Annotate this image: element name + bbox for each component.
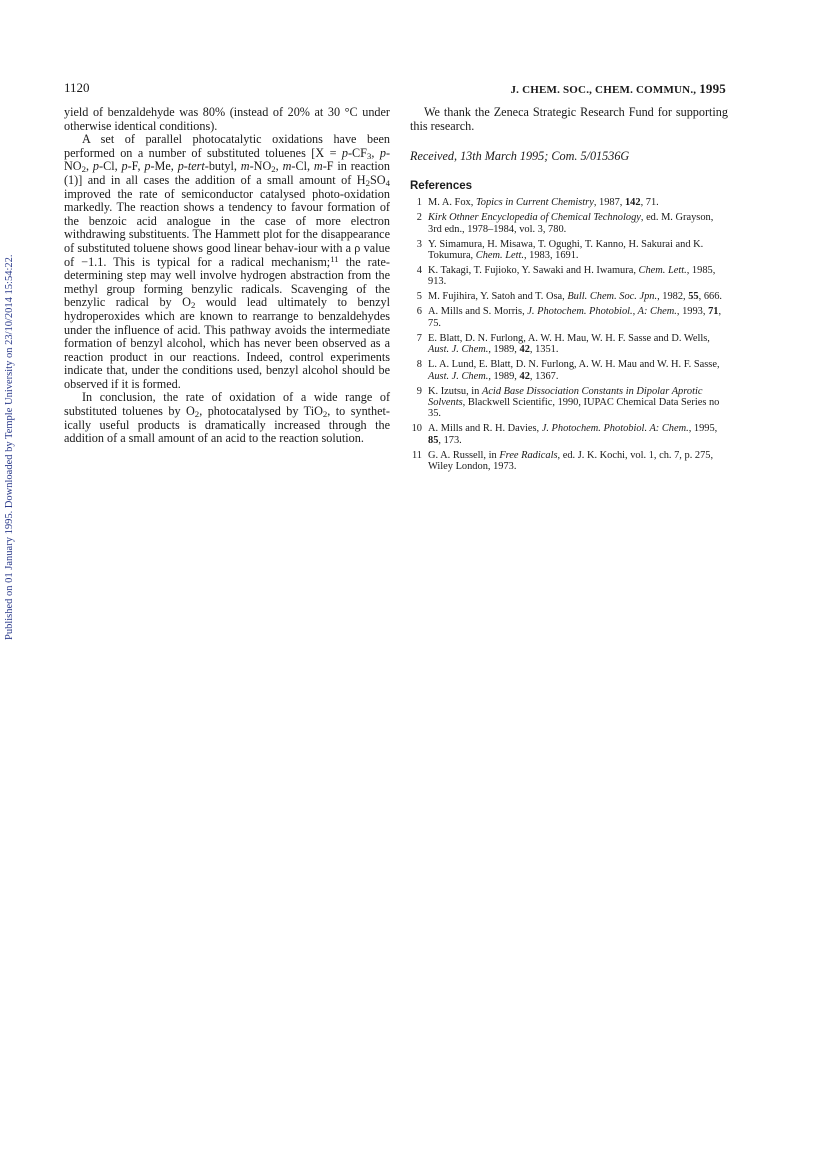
journal-year: 1995: [699, 81, 726, 96]
right-column: [410, 106, 728, 476]
body-paragraph: In conclusion, the rate of oxidation of a wide range of substituted toluenes by $O_2$, photocatalysed by TiO$_2$, to synthet-ically useful products is dramatically increased through the addition of a small amount of an acid to the reaction solution.: [64, 390, 390, 446]
reference-item: [410, 333, 728, 356]
reference-item: [410, 197, 728, 208]
reference-item: [410, 239, 728, 262]
reference-text: M. Fujihira, Y. Satoh and T. Osa, Bull. Chem. Soc. Jpn., 1982, 55, 666.: [428, 291, 723, 303]
reference-text: K. Takagi, T. Fujioko, Y. Sawaki and H. Iwamura, Chem. Lett., 1985, 913.: [428, 265, 716, 288]
journal-title: J. CHEM. SOC., CHEM. COMMUN.,: [510, 84, 697, 96]
reference-item: [410, 386, 728, 420]
reference-number: 11: [411, 449, 422, 461]
body-paragraph: yield of benzaldehyde was 80% (instead of 20% at 30 °C under otherwise identical conditions).: [64, 105, 390, 133]
reference-number: 8: [416, 359, 422, 371]
reference-number: 7: [416, 332, 422, 344]
reference-item: [410, 212, 728, 235]
reference-text: Y. Simamura, H. Misawa, T. Ogughi, T. Kanno, H. Sakurai and K. Tokumura, Chem. Lett., 1983, 1691.: [428, 238, 704, 261]
reference-item: [410, 359, 728, 382]
reference-item: [410, 265, 728, 288]
reference-item: [410, 291, 728, 302]
reference-number: 1: [416, 197, 422, 209]
download-stamp: Published on 01 January 1995. Downloaded by Temple University on 23/10/2014 15:54:22.: [4, 254, 15, 640]
reference-list: [410, 197, 728, 472]
reference-item: [410, 423, 728, 446]
page-number: 1120: [64, 80, 90, 95]
reference-text: A. Mills and S. Morris, J. Photochem. Photobiol., A: Chem., 1993, 71, 75.: [428, 306, 722, 329]
reference-item: [410, 450, 728, 473]
body-paragraph: A set of parallel photocatalytic oxidations have been performed on a number of substituted toluenes [$X = p-CF_3$, $p-NO_2$, p-Cl, p-F, p-Me, p-tert-butyl, $m-NO_2$, m-Cl, m-F in reaction (1)] and in all cases the addition of a small amount of $H_2SO_4$ improved the rate of semiconductor catalysed photo-oxidation markedly. The reaction shows a tendency to favour formation of the benzoic acid analogue in the case of more electron withdrawing substituents. The Hammett plot for the disappearance of substituted toluene shows good linear behav-iour with a ρ value of −1.1. This is typical for a radical mechanism;$^{11}$ the rate-determining step may well involve hydrogen abstraction from the methyl group forming benzylic radicals. Scavenging of the benzylic radical by $O_2$ would lead ultimately to benzyl hydroperoxides which are known to rearrange to benzaldehydes under the influence of acid. This pathway avoids the intermediate formation of benzyl alcohol, which has never been observed as a reaction product in our reactions. Indeed, control experiments indicate that, under the conditions used, benzyl alcohol should be observed if it is formed.: [64, 132, 390, 391]
reference-number: 10: [411, 423, 422, 435]
reference-number: 2: [416, 212, 422, 224]
reference-number: 9: [416, 385, 422, 397]
received-line: Received, 13th March 1995; Com. 5/01536G: [410, 149, 630, 164]
reference-text: Kirk Othner Encyclopedia of Chemical Technology, ed. M. Grayson, 3rd edn., 1978–1984, vol. 3, 780.: [428, 212, 714, 235]
references-heading: References: [410, 180, 473, 193]
reference-item: [410, 306, 728, 329]
reference-text: K. Izutsu, in Acid Base Dissociation Constants in Dipolar Aprotic Solvents, Blackwell Scientific, 1990, IUPAC Chemical Data Series no 35.: [428, 385, 720, 420]
acknowledgement: We thank the Zeneca Strategic Research Fund for supporting this research.: [410, 105, 728, 133]
reference-number: 6: [416, 306, 422, 318]
reference-number: 3: [416, 238, 422, 250]
reference-text: M. A. Fox, Topics in Current Chemistry, 1987, 142, 71.: [428, 197, 659, 209]
reference-number: 5: [416, 291, 422, 303]
reference-text: G. A. Russell, in Free Radicals, ed. J. K. Kochi, vol. 1, ch. 7, p. 275, Wiley London, 1973.: [428, 449, 714, 473]
reference-text: E. Blatt, D. N. Furlong, A. W. H. Mau, W. H. F. Sasse and D. Wells, Aust. J. Chem., 1989, 42, 1351.: [428, 332, 710, 356]
reference-text: L. A. Lund, E. Blatt, D. N. Furlong, A. W. H. Mau and W. H. F. Sasse, Aust. J. Chem., 1989, 42, 1367.: [428, 359, 720, 382]
journal-header: [510, 81, 726, 97]
reference-number: 4: [416, 265, 422, 276]
reference-text: A. Mills and R. H. Davies, J. Photochem. Photobiol. A: Chem., 1995, 85, 173.: [428, 423, 718, 446]
left-column: [64, 106, 390, 446]
